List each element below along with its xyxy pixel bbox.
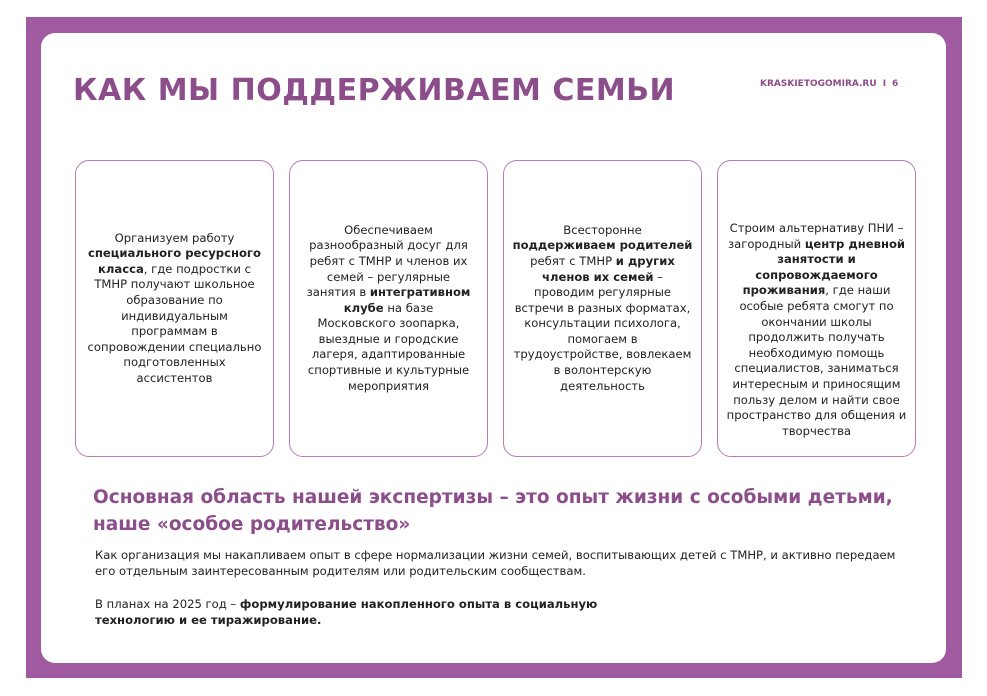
site-url: KRASKIETOGOMIRA.RU <box>760 79 877 89</box>
card-text <box>513 223 693 395</box>
card-text-part: Строим альтернативу ПНИ – загородный <box>727 221 904 251</box>
card-text <box>724 221 909 439</box>
card-text-bold: поддерживаем родителей <box>512 238 693 253</box>
card-text-part: Организуем работу <box>114 230 235 245</box>
card-text-bold: интегративном клубе <box>343 285 471 315</box>
card-text-part: , где наши особые ребята смогут по окончании школы продолжить получать необходимую помощь специалистов, заниматься интересным и приносящим пользу делом и найти свое пространство для общения и творчества <box>726 283 907 438</box>
card-resource-class <box>75 160 274 457</box>
card-text-part: , где подростки с ТМНР получают школьное образование по индивидуальным программам в сопровождении специально подготовленных ассистентов <box>87 261 262 385</box>
card-alternative-center <box>717 160 916 457</box>
card-text <box>86 231 264 387</box>
card-text-part: на базе Московского зоопарка, выездные и городские лагеря, адаптированные спортивные и культурные мероприятия <box>307 300 470 393</box>
plans-text <box>95 597 615 628</box>
header-separator: I <box>882 79 887 89</box>
card-parent-support <box>503 160 702 457</box>
page-number: 6 <box>892 79 899 89</box>
card-leisure <box>289 160 488 457</box>
card-text-bold: центр дневной занятости и сопровождаемого проживания <box>742 236 906 298</box>
card-text-part: – проводим регулярные встречи в разных форматах, консультации психолога, помогаем в трудоустройстве, вовлекаем в волонтерскую деятельность <box>513 269 692 393</box>
card-text <box>304 223 474 395</box>
card-text-bold: специального ресурсного класса <box>88 246 261 276</box>
page-title: КАК МЫ ПОДДЕРЖИВАЕМ СЕМЬИ <box>73 73 676 108</box>
card-text-bold: и других членов их семей <box>542 253 675 284</box>
plans-bold: формулирование накопленного опыта в социальную технологию и ее тиражирование. <box>95 597 598 627</box>
expertise-subtitle: Основная область нашей экспертизы – это опыт жизни с особыми детьми, наше «особое родительство» <box>93 487 893 535</box>
plans-lead: В планах на 2025 год – <box>95 597 240 611</box>
card-text-part: Всесторонне <box>563 222 642 237</box>
expertise-text: Как организация мы накапливаем опыт в сфере нормализации жизни семей, воспитывающих детей с ТМНР, и активно передаем его отдельным заинтересованным родителям или родительским сообществам. <box>95 548 896 578</box>
card-text-part: Обеспечиваем разнообразный досуг для ребят с ТМНР и членов их семей – регулярные занятия в <box>306 222 468 300</box>
card-text-part: ребят с ТМНР <box>530 253 616 268</box>
site-and-page-number <box>760 79 898 89</box>
